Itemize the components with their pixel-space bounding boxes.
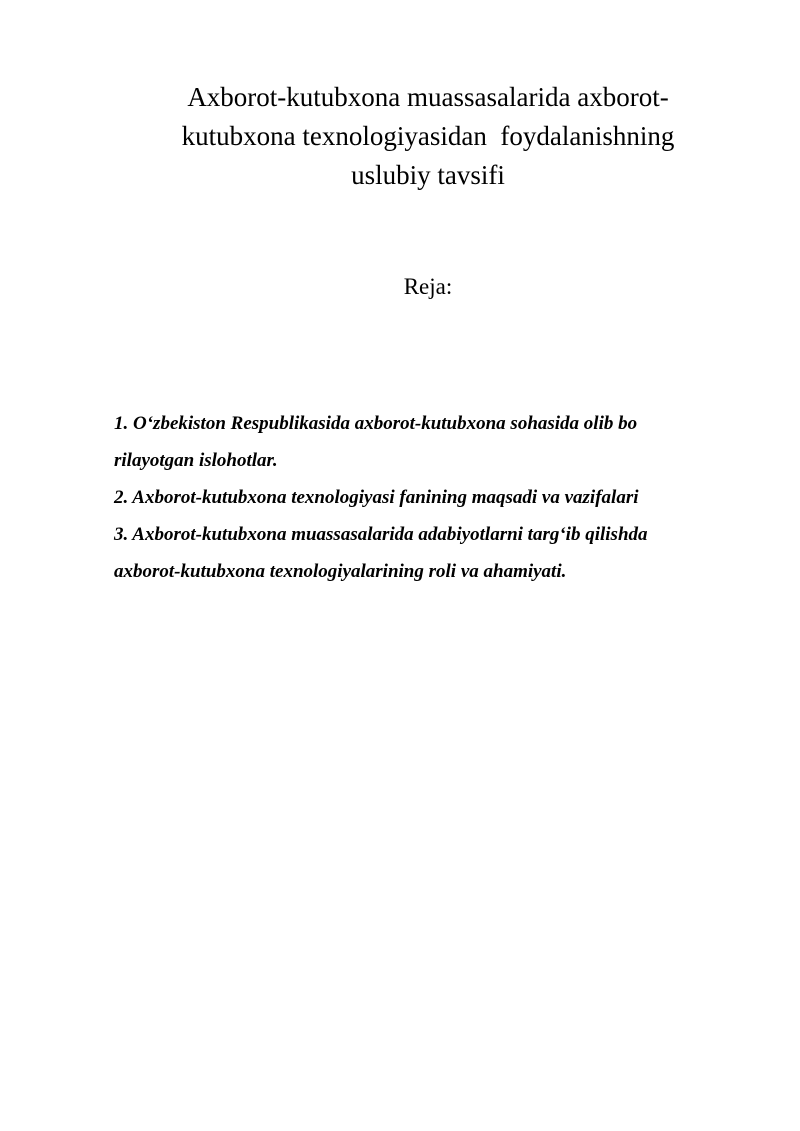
plan-heading: Reja: bbox=[403, 274, 453, 299]
plan-item-line: axborot-kutubxona texnologiyalarining roli va ahamiyati. bbox=[114, 561, 567, 582]
plan-item-line: rilayotgan islohotlar. bbox=[114, 450, 278, 471]
title-line: Axborot-kutubxona muassasalarida axborot- bbox=[187, 82, 669, 112]
title-line: uslubiy tavsifi bbox=[351, 160, 505, 190]
plan-item bbox=[114, 516, 754, 590]
plan-item bbox=[114, 405, 754, 479]
plan-item-line: 2. Axborot-kutubxona texnologiyasi fanining maqsadi va vazifalari bbox=[114, 487, 639, 508]
document-title bbox=[140, 78, 716, 195]
plan-item-line: 1. O‘zbekiston Respublikasida axborot-kutubxona sohasida olib bo bbox=[114, 413, 638, 434]
plan-item-line: 3. Axborot-kutubxona muassasalarida adabiyotlarni targ‘ib qilishda bbox=[114, 524, 648, 545]
plan-list bbox=[114, 405, 754, 590]
title-line: kutubxona texnologiyasidan foydalanishning bbox=[181, 121, 675, 151]
plan-item bbox=[114, 479, 754, 516]
